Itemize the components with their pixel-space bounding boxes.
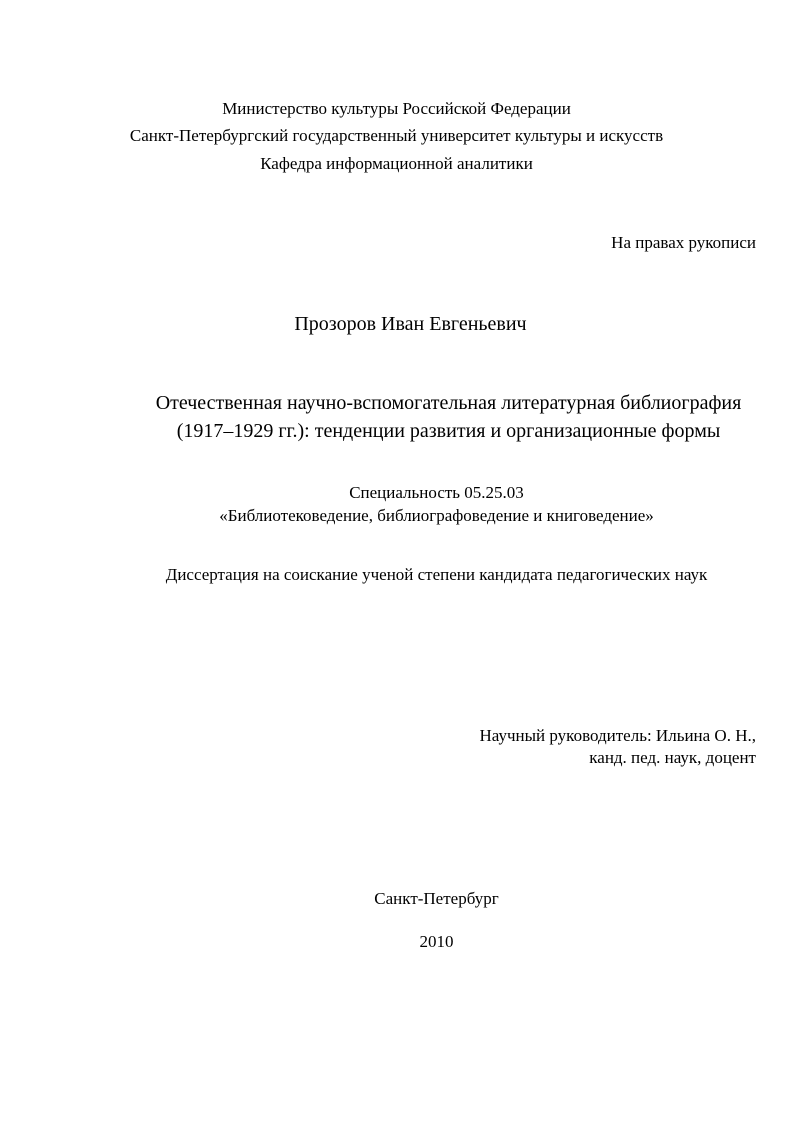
- year: 2010: [419, 932, 454, 951]
- ministry-name: Министерство культуры Российской Федерации: [222, 99, 571, 118]
- degree-statement: Диссертация на соискание ученой степени кандидата педагогических наук: [165, 565, 708, 584]
- manuscript-note: На правах рукописи: [611, 233, 756, 252]
- department-name: Кафедра информационной аналитики: [260, 154, 533, 173]
- university-name: Санкт-Петербургский государственный университет культуры и искусств: [129, 126, 664, 145]
- dissertation-title-line-1: Отечественная научно-вспомогательная литературная библиография: [155, 392, 742, 414]
- author-name: Прозоров Иван Евгеньевич: [294, 313, 527, 335]
- specialty-code: Специальность 05.25.03: [349, 483, 524, 502]
- dissertation-title-line-2: (1917–1929 гг.): тенденции развития и организационные формы: [176, 420, 721, 442]
- supervisor-line-2: канд. пед. наук, доцент: [589, 748, 756, 767]
- city: Санкт-Петербург: [374, 889, 499, 908]
- specialty-name: «Библиотековедение, библиографоведение и книговедение»: [219, 506, 654, 525]
- supervisor-line-1: Научный руководитель: Ильина О. Н.,: [479, 726, 756, 745]
